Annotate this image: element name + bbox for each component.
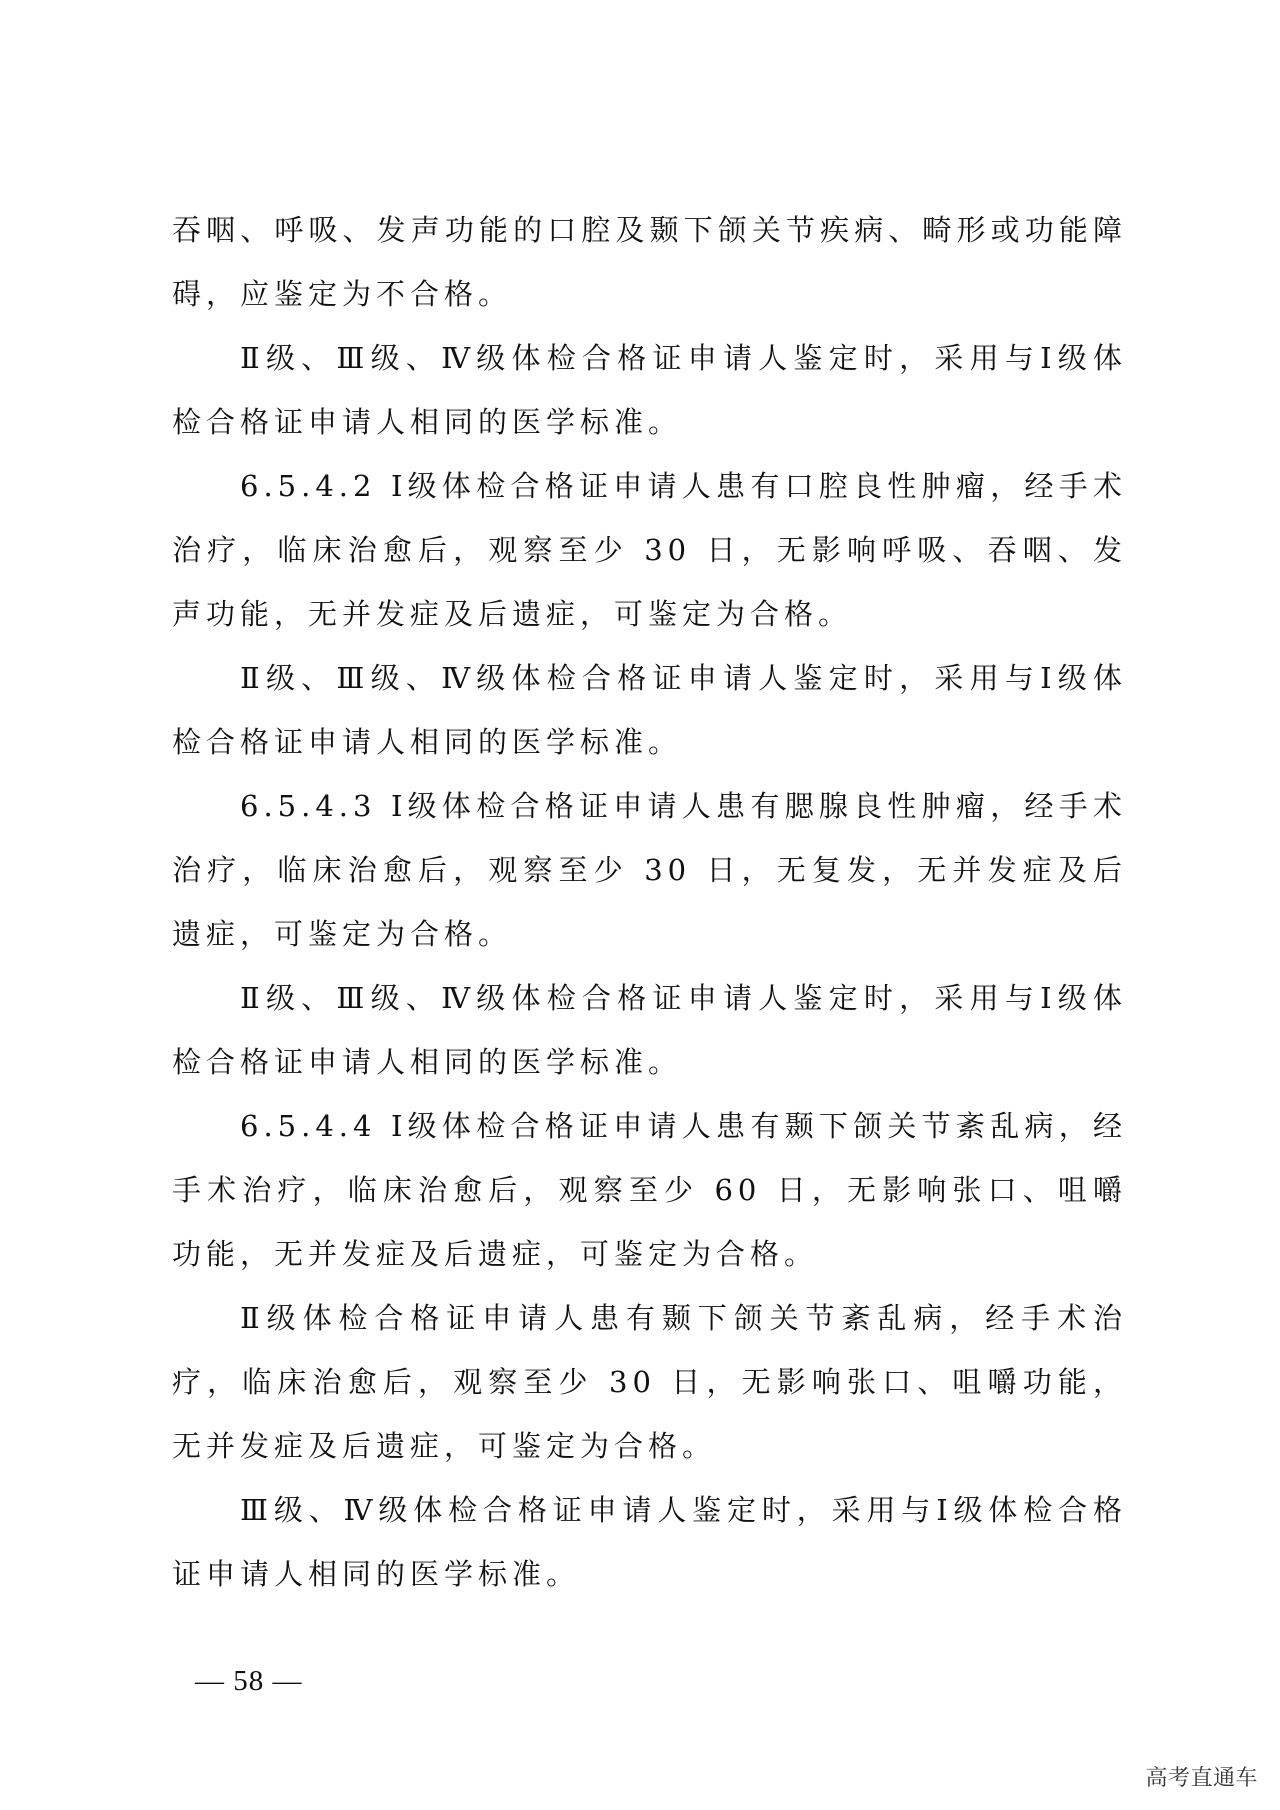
watermark-label: 高考直通车: [1135, 1757, 1268, 1796]
paragraph-2: Ⅱ级、Ⅲ级、Ⅳ级体检合格证申请人鉴定时，采用与Ⅰ级体检合格证申请人相同的医学标准。: [172, 341, 1127, 439]
paragraph-9: Ⅲ级、Ⅳ级体检合格证申请人鉴定时，采用与Ⅰ级体检合格证申请人相同的医学标准。: [172, 1493, 1127, 1591]
paragraph-4: Ⅱ级、Ⅲ级、Ⅳ级体检合格证申请人鉴定时，采用与Ⅰ级体检合格证申请人相同的医学标准。: [172, 661, 1127, 759]
page-number: — 58 —: [195, 1665, 303, 1697]
paragraph-5: 6.5.4.3 Ⅰ级体检合格证申请人患有腮腺良性肿瘤，经手术治疗，临床治愈后，观察至少 30 日，无复发，无并发症及后遗症，可鉴定为合格。: [172, 789, 1127, 951]
paragraph-8: Ⅱ级体检合格证申请人患有颞下颌关节紊乱病，经手术治疗，临床治愈后，观察至少 30 日，无影响张口、咀嚼功能，无并发症及后遗症，可鉴定为合格。: [172, 1301, 1127, 1463]
document-body: [172, 198, 1127, 1606]
paragraph-7: 6.5.4.4 Ⅰ级体检合格证申请人患有颞下颌关节紊乱病，经手术治疗，临床治愈后，观察至少 60 日，无影响张口、咀嚼功能，无并发症及后遗症，可鉴定为合格。: [172, 1109, 1127, 1271]
paragraph-1: 吞咽、呼吸、发声功能的口腔及颞下颌关节疾病、畸形或功能障碍，应鉴定为不合格。: [172, 213, 1127, 311]
paragraph-3: 6.5.4.2 Ⅰ级体检合格证申请人患有口腔良性肿瘤，经手术治疗，临床治愈后，观察至少 30 日，无影响呼吸、吞咽、发声功能，无并发症及后遗症，可鉴定为合格。: [172, 469, 1127, 631]
paragraph-6: Ⅱ级、Ⅲ级、Ⅳ级体检合格证申请人鉴定时，采用与Ⅰ级体检合格证申请人相同的医学标准。: [172, 981, 1127, 1079]
